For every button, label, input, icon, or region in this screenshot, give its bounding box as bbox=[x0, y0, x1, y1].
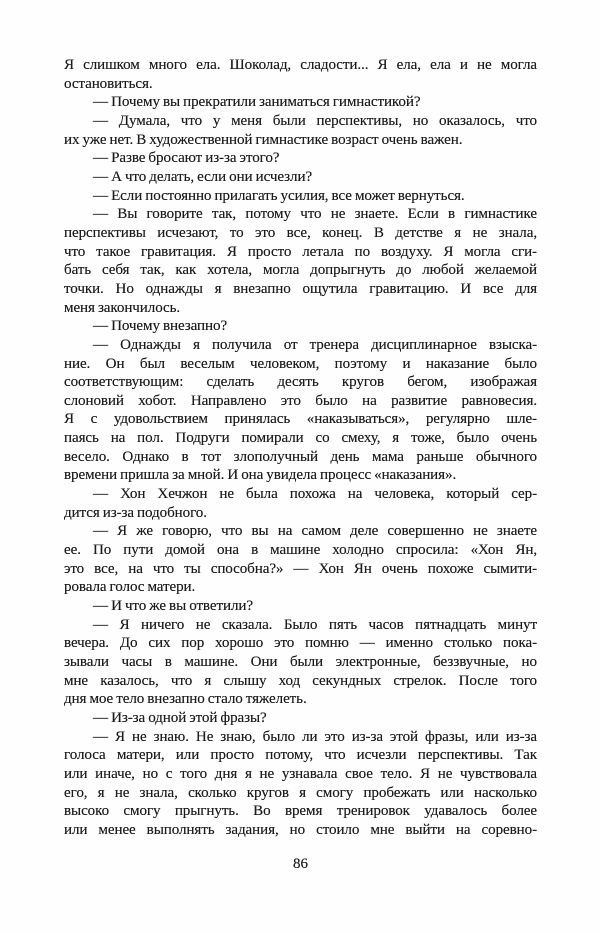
text-line: — Почему внезапно? bbox=[93, 318, 228, 335]
text-line: паясь на пол. Подруги помирали со смеху, я тоже, было очень bbox=[64, 430, 537, 447]
text-line: ровала голос матери. bbox=[64, 579, 196, 596]
text-line: их уже нет. В художественной гимнастике возраст очень важен. bbox=[64, 131, 463, 148]
text-line: дится из-за подобного. bbox=[64, 504, 207, 521]
text-line: — А что делать, если они исчезли? bbox=[93, 168, 313, 185]
text-line: бать себя так, как хотела, могла допрыгнуть до любой желаемой bbox=[64, 262, 537, 279]
text-line: точки. Но однажды я внезапно ощутила гравитацию. И все для bbox=[64, 280, 537, 297]
text-line: высоко смогу прыгнуть. Во время тренировок удавалось более bbox=[64, 803, 537, 820]
text-line: вечера. До сих пор хорошо это помню — именно столько пока- bbox=[64, 635, 537, 652]
text-line: слоновий хобот. Направлено это было на развитие равновесия. bbox=[64, 392, 537, 409]
text-line: Я слишком много ела. Шоколад, сладости... Я ела, ела и не могла bbox=[64, 57, 537, 73]
text-line: весело. Однако в тот злополучный день мама раньше обычного bbox=[64, 448, 537, 465]
text-line: или менее выполнять задания, но стоило мне выйти на соревно- bbox=[64, 821, 537, 838]
page-number: 86 bbox=[293, 856, 308, 872]
text-line: — Я же говорю, что вы на самом деле совершенно не знаете bbox=[93, 523, 537, 540]
text-line: — Из-за одной этой фразы? bbox=[93, 709, 267, 726]
text-line: зывали часы в машине. Они были электронные, беззвучные, но bbox=[64, 654, 537, 670]
text-line: Я с удовольствием принялась «наказываться», регулярно шле- bbox=[64, 411, 537, 428]
text-line: — Думала, что у меня были перспективы, но оказалось, что bbox=[93, 112, 537, 129]
text-line: его, я не знала, сколько кругов я смогу пробежать или насколько bbox=[64, 784, 537, 801]
text-line: времени пришла за мной. И она увидела процесс «наказания». bbox=[64, 467, 457, 484]
page-text bbox=[64, 56, 537, 840]
text-line: — И что же вы ответили? bbox=[93, 598, 253, 615]
text-line: или иначе, но с того дня я не узнавала свое тело. Я не чувствовала bbox=[64, 765, 537, 782]
text-line: — Если постоянно прилагать усилия, все может вернуться. bbox=[93, 187, 465, 204]
text-line: мне казалось, что я слышу ход секундных стрелок. После того bbox=[64, 672, 537, 689]
text-line: перспективы исчезают, то это все, конец. В детстве я не знала, bbox=[64, 224, 537, 241]
text-line: это все, на что ты способна?» — Хон Ян очень похоже сымити- bbox=[64, 560, 537, 577]
text-line: — Вы говорите так, потому что не знаете. Если в гимнастике bbox=[93, 206, 537, 223]
text-line: — Я ничего не сказала. Было пять часов пятнадцать минут bbox=[93, 616, 537, 633]
text-line: голоса матери, или просто потому, что исчезли перспективы. Так bbox=[64, 747, 537, 764]
text-line: — Хон Хечжон не была похожа на человека, который сер- bbox=[93, 486, 537, 503]
text-line: — Я не знаю. Не знаю, было ли это из-за этой фразы, или из-за bbox=[93, 728, 537, 745]
text-line: остановиться. bbox=[64, 75, 153, 92]
text-line: ние. Он был веселым человеком, поэтому и наказание было bbox=[64, 355, 537, 372]
text-line: соответствующим: сделать десять кругов бегом, изображая bbox=[64, 374, 537, 391]
text-line: меня закончилось. bbox=[64, 299, 181, 316]
text-line: — Разве бросают из-за этого? bbox=[93, 150, 280, 167]
text-line: дня мое тело внезапно стало тяжелеть. bbox=[64, 691, 307, 708]
text-line: что такое гравитация. Я просто летала по воздуху. Я могла сги- bbox=[64, 243, 537, 260]
text-line: ее. По пути домой она в машине холодно спросила: «Хон Ян, bbox=[64, 542, 537, 559]
text-line: — Однажды я получила от тренера дисциплинарное взыска- bbox=[93, 336, 537, 353]
text-line: — Почему вы прекратили заниматься гимнастикой? bbox=[93, 94, 421, 111]
